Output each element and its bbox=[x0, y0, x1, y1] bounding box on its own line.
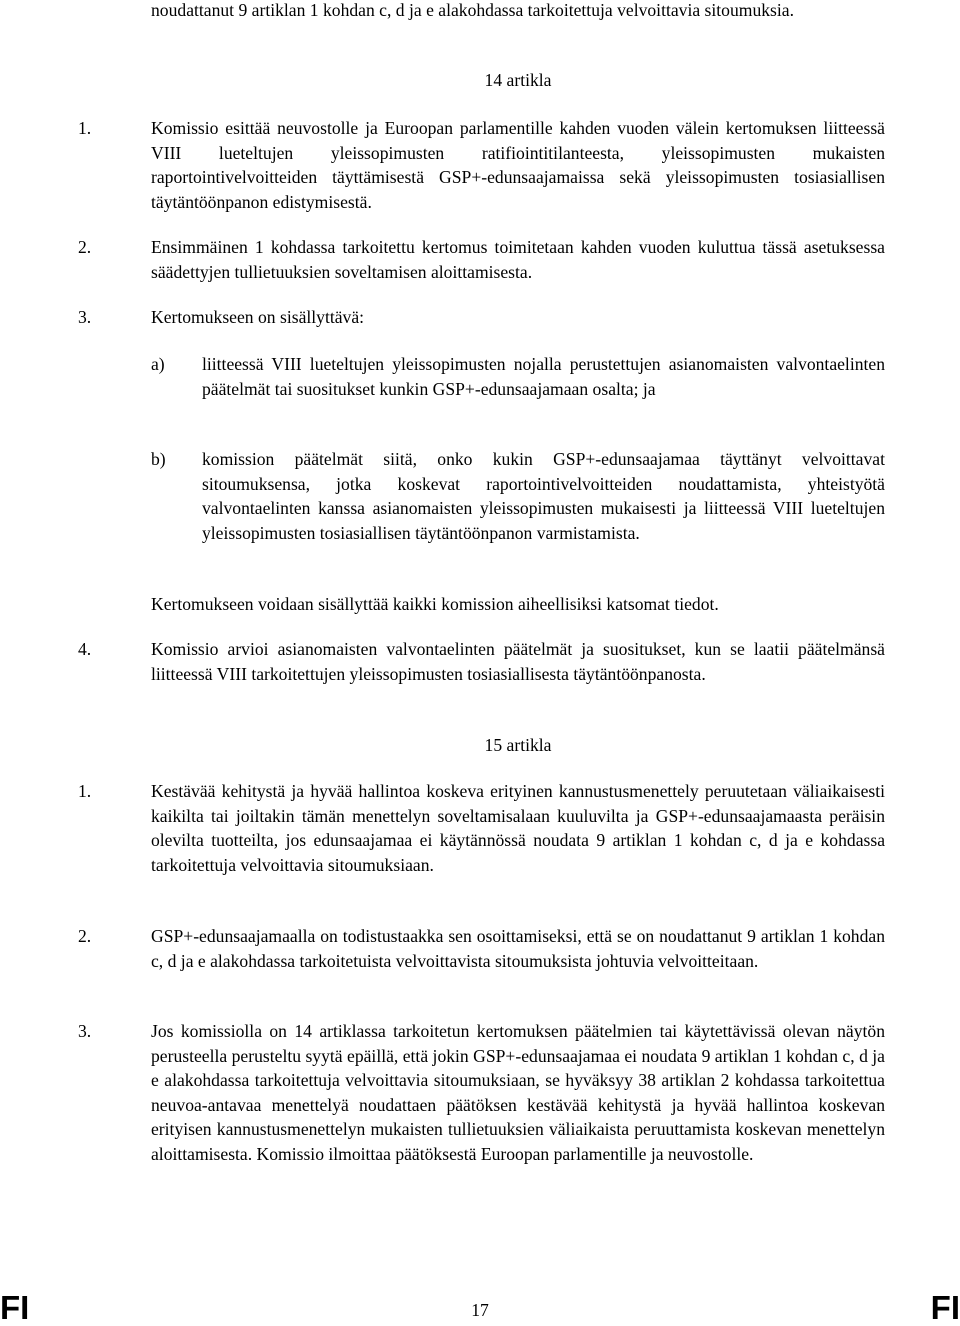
article-14-paragraph-2: Ensimmäinen 1 kohdassa tarkoitettu kertomus toimitetaan kahden vuoden kuluttua tässä asetuksessa säädettyjen tullietuuksien soveltamisen aloittamisesta. bbox=[151, 237, 885, 282]
paragraph-number: 3. bbox=[78, 1021, 92, 1041]
article-14-paragraph-4: Komissio arvioi asianomaisten valvontaelinten päätelmät ja suositukset, kun se laatii päätelmänsä liitteessä VIII tarkoitettujen yleissopimusten tosiasiallisesta täytäntöönpanosta. bbox=[151, 639, 885, 684]
paragraph-number: 1. bbox=[78, 781, 92, 801]
article-14-paragraph-1: Komissio esittää neuvostolle ja Euroopan parlamentille kahden vuoden välein kertomuksen liitteessä VIII lueteltujen yleissopimusten ratifiointitilanteesta, yleissopimusten mukaisten raportointivelvoitteiden täyttämisestä GSP+-edunsaajamaissa sekä yleissopimusten tosiasiallisen täytäntöönpanon edistymisestä. bbox=[151, 118, 885, 212]
footer-language-right: FI bbox=[930, 1289, 960, 1326]
article-15-paragraph-3: Jos komissiolla on 14 artiklassa tarkoitetun kertomuksen päätelmien tai käytettävissä olevan näytön perusteella perusteltu syytä epäillä, että jokin GSP+-edunsaajamaa ei noudata 9 artiklan 1 kohdan c, d ja e alakohdassa tarkoitettuja velvoittavia sitoumuksiaan, se hyväksyy 38 artiklan 2 kohdassa tarkoitettua neuvoa-antavaa menettelyä noudattaen päätöksen kestävää kehitystä ja hyvää hallintoa koskevan erityisen kannustusmenettelyn mukaisten tullietuuksien väliaikaista peruuttamista koskevan menettelyn aloittamisesta. Komissio ilmoittaa päätöksestä Euroopan parlamentille ja neuvostolle. bbox=[151, 1021, 885, 1164]
article-15-heading: 15 artikla bbox=[484, 735, 552, 755]
article-14-paragraph-3-closing: Kertomukseen voidaan sisällyttää kaikki komission aiheellisiksi katsomat tiedot. bbox=[151, 594, 719, 614]
paragraph-number: 4. bbox=[78, 639, 92, 659]
item-label-a: a) bbox=[151, 354, 165, 374]
article-15-paragraph-1: Kestävää kehitystä ja hyvää hallintoa koskeva erityinen kannustusmenettely peruutetaan väliaikaisesti kaikilta tai joiltakin tämän menettelyn soveltamisalaan kuuluvilta ja GSP+-edunsaajamaasta peräisin olevilta tuotteilta, jos edunsaajamaa ei käytännössä noudata 9 artiklan 1 kohdan c, d ja e kohdassa tarkoitettuja velvoittavia sitoumuksiaan. bbox=[151, 781, 885, 875]
paragraph-number: 1. bbox=[78, 118, 92, 138]
item-label-b: b) bbox=[151, 449, 166, 469]
item-b-text: komission päätelmät siitä, onko kukin GSP+-edunsaajamaa täyttänyt velvoittavat sitoumuksensa, jotka koskevat raportointivelvoitteiden noudattamista, yhteistyötä valvontaelinten kanssa asianomaisten yleissopimusten mukaisesti ja liitteessä VIII lueteltujen yleissopimusten tosiasiallisen täytäntöönpanon varmistamista. bbox=[202, 449, 885, 543]
footer-page-number: 17 bbox=[471, 1300, 489, 1320]
article-14-heading: 14 artikla bbox=[484, 70, 552, 90]
paragraph-number: 2. bbox=[78, 237, 92, 257]
article-14-paragraph-3-intro: Kertomukseen on sisällyttävä: bbox=[151, 307, 365, 327]
paragraph-number: 2. bbox=[78, 926, 92, 946]
item-a-text: liitteessä VIII lueteltujen yleissopimusten nojalla perustettujen asianomaisten valvontaelinten päätelmät tai suositukset kunkin GSP+-edunsaajamaan osalta; ja bbox=[202, 354, 885, 399]
continuation-paragraph: noudattanut 9 artiklan 1 kohdan c, d ja e alakohdassa tarkoitettuja velvoittavia sitoumuksia. bbox=[151, 0, 794, 20]
article-15-paragraph-2: GSP+-edunsaajamaalla on todistustaakka sen osoittamiseksi, että se on noudattanut 9 artiklan 1 kohdan c, d ja e alakohdassa tarkoitetuista velvoittavista sitoumuksista johtuvia velvoitteitaan. bbox=[151, 926, 885, 971]
footer-language-left: FI bbox=[0, 1289, 30, 1326]
paragraph-number: 3. bbox=[78, 307, 92, 327]
